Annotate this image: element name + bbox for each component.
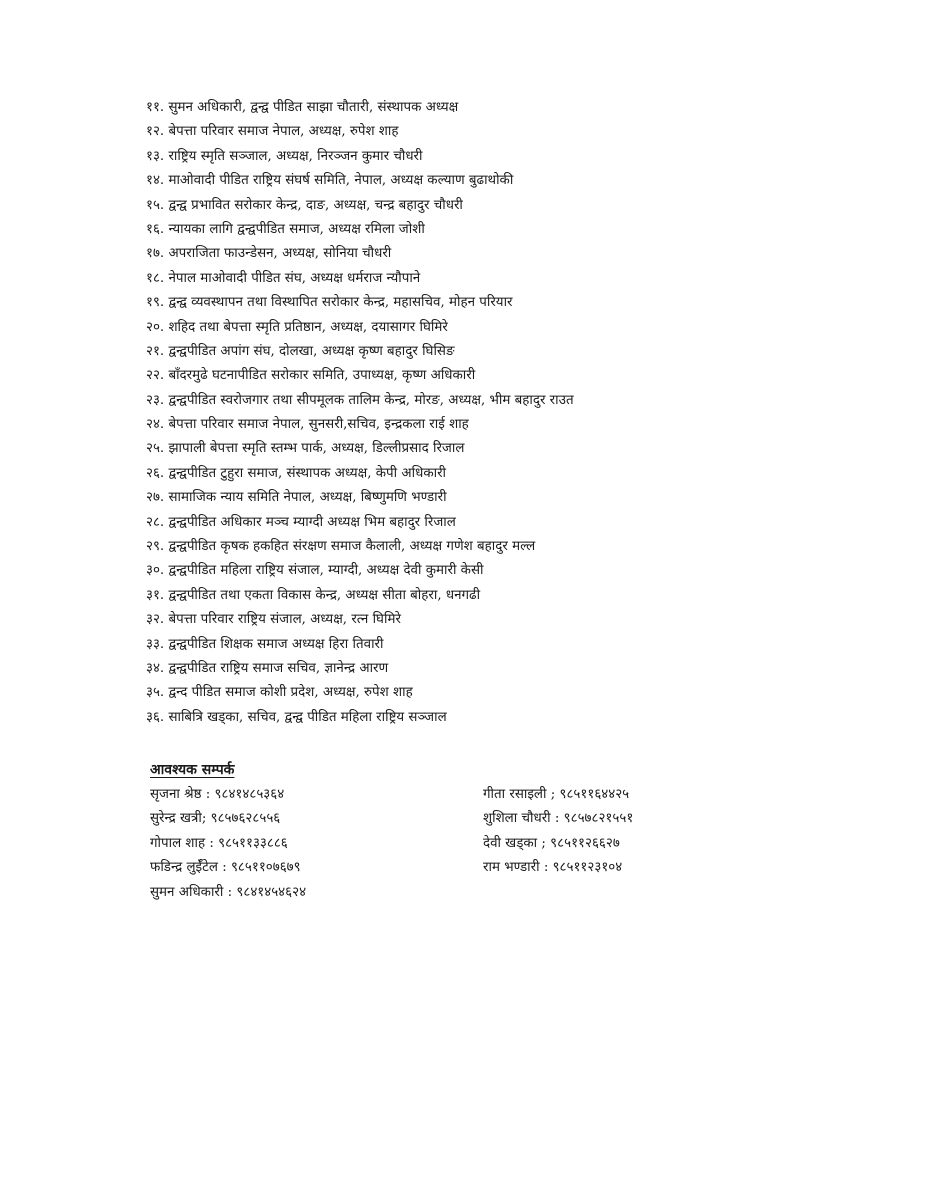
list-item: ३३. द्वन्द्वपीडित शिक्षक समाज अध्यक्ष हिरा तिवारी: [146, 636, 384, 652]
list-item: १६. न्यायका लागि द्वन्द्वपीडित समाज, अध्यक्ष रमिला जोशी: [146, 221, 425, 237]
list-item: १५. द्वन्द्व प्रभावित सरोकार केन्द्र, दाङ, अध्यक्ष, चन्द्र बहादुर चौधरी: [146, 197, 463, 213]
list-item: २७. सामाजिक न्याय समिति नेपाल, अध्यक्ष, बिष्णुमणि भण्डारी: [146, 490, 447, 506]
list-item: ३४. द्वन्द्वपीडित राष्ट्रिय समाज सचिव, ज्ञानेन्द्र आरण: [146, 660, 389, 676]
list-item: १२. बेपत्ता परिवार समाज नेपाल, अध्यक्ष, रुपेश शाह: [146, 124, 399, 140]
list-item: ३६. साबित्रि खड्का, सचिव, द्वन्द्व पीडित महिला राष्ट्रिय सञ्जाल: [146, 709, 447, 725]
contact-entry: देवी खड्का ; ९८५११२६६२७: [483, 835, 620, 851]
contacts-heading: आवश्यक सम्पर्क: [150, 762, 235, 778]
contacts-left-column: [150, 783, 306, 905]
contact-entry: सुमन अधिकारी : ९८४१४५४६२४: [150, 884, 307, 900]
contact-entry: गीता रसाइली ; ९८५११६४४२५: [483, 787, 630, 802]
contact-entry: सुरेन्द्र खत्री; ९८५७६२८५५६: [150, 811, 281, 827]
list-item: ३२. बेपत्ता परिवार राष्ट्रिय संजाल, अध्यक्ष, रत्न घिमिरे: [146, 612, 401, 628]
list-item: २०. शहिद तथा बेपत्ता स्मृति प्रतिष्ठान, अध्यक्ष, दयासागर घिमिरे: [146, 319, 448, 335]
list-item: १८. नेपाल माओवादी पीडित संघ, अध्यक्ष धर्मराज न्यौपाने: [146, 270, 421, 286]
contacts-right-column: [483, 783, 633, 881]
list-item: २१. द्वन्द्वपीडित अपांग संघ, दोलखा, अध्यक्ष कृष्ण बहादुर घिसिङ: [146, 343, 455, 359]
list-item: २२. बाँदरमुढे घटनापीडित सरोकार समिति, उपाध्यक्ष, कृष्ण अधिकारी: [146, 368, 476, 384]
list-item: २६. द्वन्द्वपीडित टुहुरा समाज, संस्थापक अध्यक्ष, केपी अधिकारी: [146, 465, 447, 481]
list-item: १९. द्वन्द्व व्यवस्थापन तथा विस्थापित सरोकार केन्द्र, महासचिव, मोहन परियार: [146, 295, 513, 311]
list-item: ११. सुमन अधिकारी, द्वन्द्व पीडित साझा चौतारी, संस्थापक अध्यक्ष: [146, 100, 459, 115]
list-item: १३. राष्ट्रिय स्मृति सञ्जाल, अध्यक्ष, निरञ्जन कुमार चौधरी: [146, 148, 423, 164]
contacts-section: [150, 757, 850, 900]
contact-entry: सृजना श्रेष्ठ : ९८४१४८५३६४: [150, 787, 285, 802]
list-item: २५. झापाली बेपत्ता स्मृति स्तम्भ पार्क, अध्यक्ष, डिल्लीप्रसाद रिजाल: [146, 441, 465, 457]
list-item: ३०. द्वन्द्वपीडित महिला राष्ट्रिय संजाल, म्याग्दी, अध्यक्ष देवी कुमारी केसी: [146, 563, 484, 579]
contact-entry: फडिन्द्र लुईँटेल : ९८५११०७६७९: [150, 860, 301, 876]
contact-entry: गोपाल शाह : ९८५११३३८८६: [150, 835, 288, 851]
list-item: २३. द्वन्द्वपीडित स्वरोजगार तथा सीपमूलक तालिम केन्द्र, मोरङ, अध्यक्ष, भीम बहादुर राउत: [146, 392, 574, 408]
list-item: ३५. द्वन्द पीडित समाज कोशी प्रदेश, अध्यक्ष, रुपेश शाह: [146, 685, 413, 701]
organization-list: [146, 96, 906, 730]
list-item: २९. द्वन्द्वपीडित कृषक हकहित संरक्षण समाज कैलाली, अध्यक्ष गणेश बहादुर मल्ल: [146, 539, 536, 555]
list-item: १४. माओवादी पीडित राष्ट्रिय संघर्ष समिति, नेपाल, अध्यक्ष कल्याण बुढाथोकी: [146, 173, 514, 189]
list-item: २८. द्वन्द्वपीडित अधिकार मञ्च म्याग्दी अध्यक्ष भिम बहादुर रिजाल: [146, 514, 456, 530]
list-item: ३१. द्वन्द्वपीडित तथा एकता विकास केन्द्र, अध्यक्ष सीता बोहरा, धनगढी: [146, 587, 481, 603]
contact-entry: राम भण्डारी : ९८५११२३१०४: [483, 860, 623, 876]
list-item: २४. बेपत्ता परिवार समाज नेपाल, सुनसरी,सचिव, इन्द्रकला राई शाह: [146, 417, 469, 433]
contact-entry: शुशिला चौधरी : ९८५७८२१५५१: [483, 811, 634, 827]
list-item: १७. अपराजिता फाउन्डेसन, अध्यक्ष, सोनिया चौधरी: [146, 246, 392, 262]
